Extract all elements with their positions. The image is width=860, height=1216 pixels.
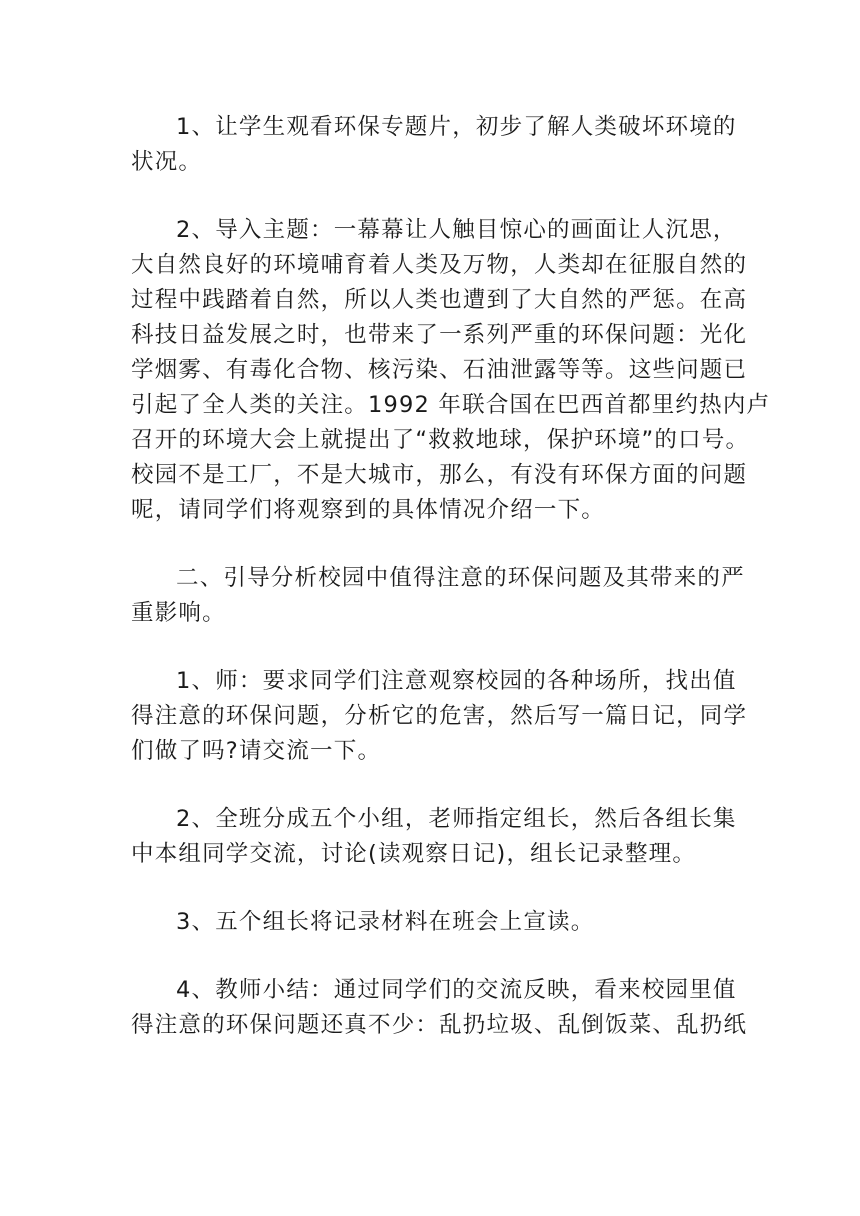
- paragraph-5: [131, 802, 737, 872]
- text-line: 得注意的环保问题还真不少：乱扔垃圾、乱倒饭菜、乱扔纸: [131, 1012, 748, 1038]
- text-line: 中本组同学交流，讨论(读观察日记)，组长记录整理。: [131, 841, 697, 867]
- text-line: 校园不是工厂，不是大城市，那么，有没有环保方面的问题: [131, 462, 748, 488]
- paragraph-4: [131, 664, 748, 769]
- paragraph-3: [131, 561, 745, 631]
- text-line: 1、让学生观看环保专题片，初步了解人类破坏环境的: [176, 114, 737, 140]
- text-line: 得注意的环保问题，分析它的危害，然后写一篇日记，同学: [131, 703, 748, 729]
- text-line: 大自然良好的环境哺育着人类及万物，人类却在征服自然的: [131, 252, 748, 278]
- paragraph-7: [131, 973, 748, 1043]
- text-line: 过程中践踏着自然，所以人类也遭到了大自然的严惩。在高: [131, 287, 748, 313]
- text-line: 二、引导分析校园中值得注意的环保问题及其带来的严: [176, 565, 745, 591]
- text-line: 2、导入主题：一幕幕让人触目惊心的画面让人沉思，: [176, 217, 737, 243]
- text-line: 2、全班分成五个小组，老师指定组长，然后各组长集: [176, 806, 737, 832]
- text-line: 们做了吗?请交流一下。: [131, 738, 382, 764]
- text-line: 科技日益发展之时，也带来了一系列严重的环保问题：光化: [131, 322, 748, 348]
- paragraph-1: [131, 110, 737, 180]
- text-line: 1、师：要求同学们注意观察校园的各种场所，找出值: [176, 668, 737, 694]
- document-body: [131, 110, 771, 1043]
- text-line: 状况。: [131, 149, 203, 175]
- text-line: 引起了全人类的关注。1992 年联合国在巴西首都里约热内卢: [131, 392, 771, 418]
- text-line: 学烟雾、有毒化合物、核污染、石油泄露等等。这些问题已: [131, 357, 748, 383]
- text-line: 重影响。: [131, 600, 226, 626]
- text-line: 召开的环境大会上就提出了“救救地球，保护环境”的口号。: [131, 427, 750, 453]
- text-line: 4、教师小结：通过同学们的交流反映，看来校园里值: [176, 977, 737, 1003]
- paragraph-2: [131, 213, 771, 528]
- paragraph-6: [131, 905, 731, 940]
- text-line: 呢，请同学们将观察到的具体情况介绍一下。: [131, 497, 606, 523]
- text-line: 3、五个组长将记录材料在班会上宣读。: [176, 909, 595, 935]
